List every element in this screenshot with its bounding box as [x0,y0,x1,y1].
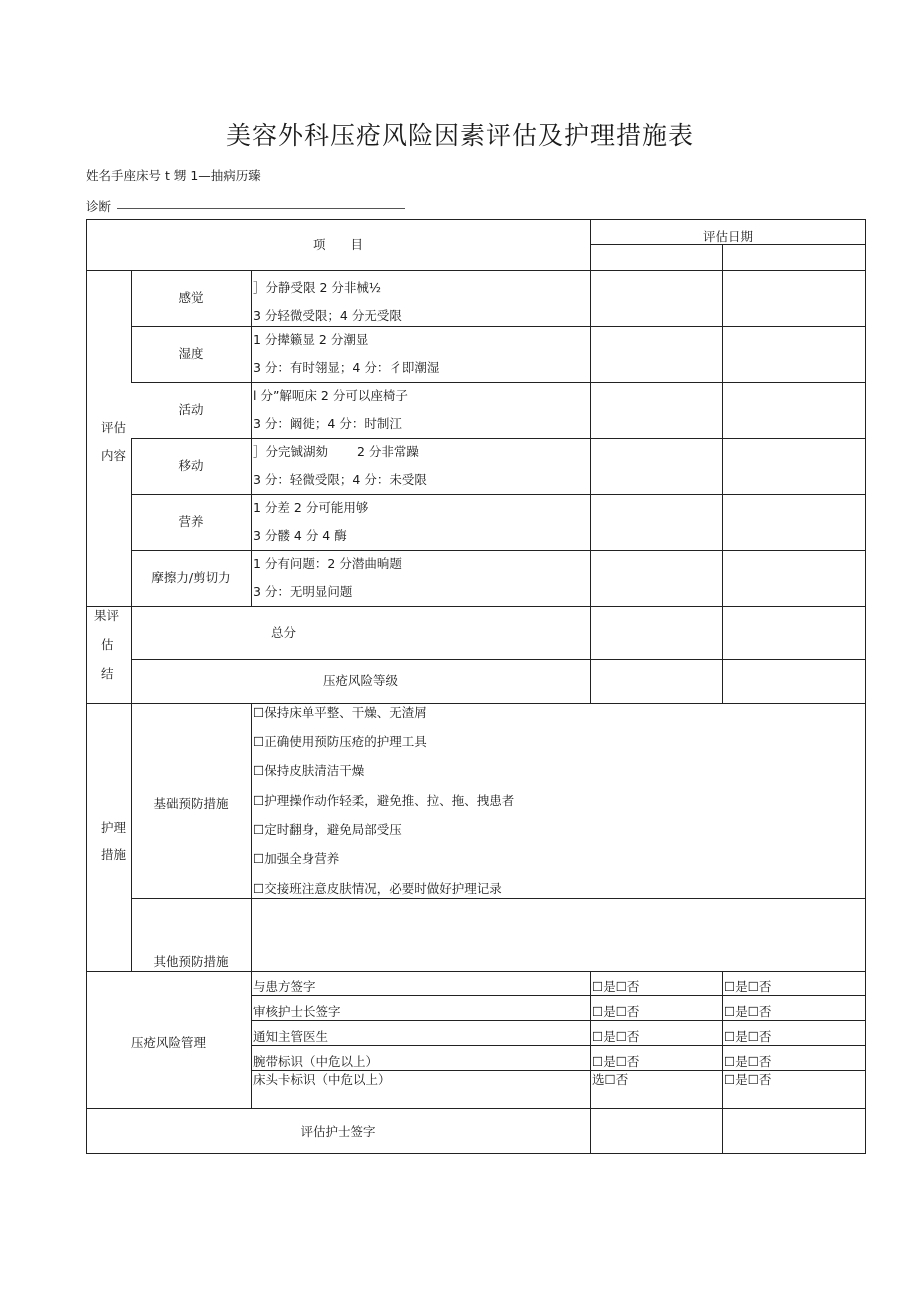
row-score-line: 3 分：有时翎显；4 分：彳即潮湿 [253,360,440,375]
assess-date-field-1[interactable] [591,245,721,269]
row-score-line: 1 分差 2 分可能用够 [253,500,369,515]
assessment-group-label-1: 评估 [101,420,127,435]
header-item: 项 目 [312,237,363,252]
nurse-signature-label: 评估护士签字 [300,1124,376,1139]
assess-date-field-2[interactable] [723,245,864,269]
nursing-group-label-2: 措施 [101,847,127,862]
other-measures-label: 其他预防措施 [153,954,229,969]
assessment-group-label-2: 内容 [101,448,127,463]
total-score-label: 总分 [270,625,296,640]
header-assess-date: 评估日期 [702,229,753,244]
management-choice[interactable]: ☐是☐否 [592,1054,640,1069]
measure-checkbox-item[interactable]: ☐交接班注意皮肤情况，必要时做好护理记录 [253,881,502,896]
management-choice[interactable]: ☐是☐否 [592,1004,640,1019]
measure-checkbox-item[interactable]: ☐保持皮肤清洁干燥 [253,763,365,778]
diagnosis-label: 诊断 [86,199,112,214]
other-measures-field[interactable] [252,899,864,970]
management-choice[interactable]: ☐是☐否 [724,979,772,994]
row-name-friction: 摩擦力/剪切力 [151,570,231,585]
row-score-line: 3 分：轻微受限；4 分：未受限 [253,472,427,487]
page-title: 美容外科压疮风险因素评估及护理措施表 [225,121,694,150]
nursing-group-label-1: 护理 [101,820,127,835]
management-choice[interactable]: ☐是☐否 [724,1029,772,1044]
management-choice[interactable]: ☐是☐否 [724,1004,772,1019]
result-group-label-2: 估 [101,637,114,652]
row-score-line: 1 分有问题：2 分潜曲晌题 [253,556,402,571]
signature-field-1[interactable] [591,1109,721,1152]
measure-checkbox-item[interactable]: ☐定时翻身，避免局部受压 [253,822,402,837]
row-score-line: 1 分撵籁显 2 分潮显 [253,332,369,347]
measure-checkbox-item[interactable]: ☐护理操作动作轻柔，避免推、拉、拖、拽患者 [253,793,515,808]
management-item-name: 通知主管医生 [253,1029,329,1044]
management-choice[interactable]: 选☐否 [592,1072,629,1087]
management-item-name: 审核护士长签字 [253,1004,341,1019]
row-score-line: 3 分髅 4 分 4 酶 [253,528,347,543]
measure-checkbox-item[interactable]: ☐加强全身营养 [253,851,340,866]
management-item-name: 与患方签字 [253,979,316,994]
row-name-activity: 活动 [178,402,204,417]
risk-level-label: 压疮风险等级 [322,673,398,688]
result-group-label-1: 果评 [94,608,120,623]
management-choice[interactable]: ☐是☐否 [724,1054,772,1069]
risk-management-label: 压疮风险管理 [130,1035,206,1050]
row-score-line: 3 分：无明显问题 [253,584,353,599]
management-item-name: 腕带标识（中危以上） [253,1054,379,1069]
row-score-line: ］分静受限 2 分非械½ [253,280,382,295]
result-group-label-3: 结 [101,666,114,681]
management-item-name: 床头卡标识（中危以上） [253,1072,391,1087]
diagnosis-field[interactable] [117,208,405,209]
management-choice[interactable]: ☐是☐否 [592,979,640,994]
row-name-nutrition: 营养 [178,514,204,529]
management-choice[interactable]: ☐是☐否 [724,1072,772,1087]
row-name-mobility: 移动 [178,458,204,473]
row-score-line: l 分”解呃床 2 分可以座椅子 [253,388,408,403]
signature-field-2[interactable] [723,1109,864,1152]
patient-info-line: 姓名手座床号 t 甥 1—抽病历臻 [86,168,261,183]
management-choice[interactable]: ☐是☐否 [592,1029,640,1044]
row-name-moisture: 湿度 [178,346,204,361]
measure-checkbox-item[interactable]: ☐保持床单平整、干燥、无渣屑 [253,705,427,720]
row-score-line: 3 分轻微受限；4 分无受限 [253,308,402,323]
row-score-line: ］分完铖湖劾 2 分非常躁 [253,444,419,459]
basic-measures-label: 基础预防措施 [153,796,229,811]
row-name-sensation: 感觉 [178,290,204,305]
row-score-line: 3 分：阚徙；4 分：时制江 [253,416,402,431]
measure-checkbox-item[interactable]: ☐正确使用预防压疮的护理工具 [253,734,427,749]
